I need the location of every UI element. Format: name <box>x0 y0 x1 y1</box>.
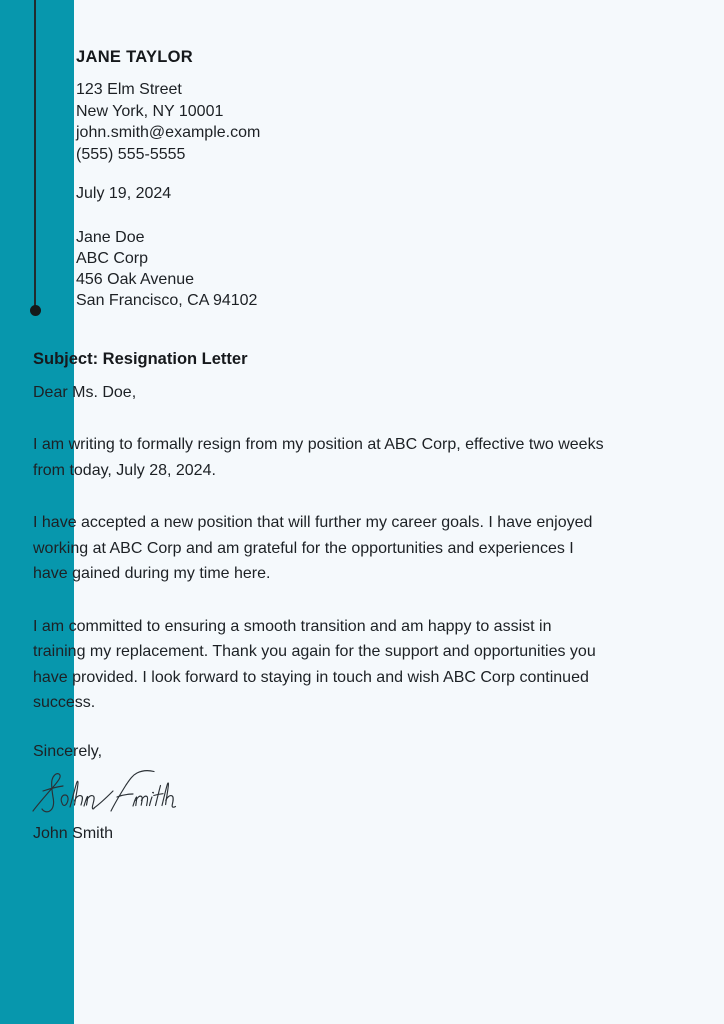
closing-line: Sincerely, <box>33 742 103 760</box>
recipient-street: 456 Oak Avenue <box>76 271 195 288</box>
sender-name: JANE TAYLOR <box>76 48 193 66</box>
recipient-block <box>76 227 506 311</box>
vertical-rule <box>34 0 36 311</box>
recipient-company: ABC Corp <box>76 250 149 267</box>
signature-icon <box>29 767 179 819</box>
sender-phone: (555) 555-5555 <box>76 145 186 163</box>
sender-block <box>76 48 546 165</box>
vertical-rule-dot-icon <box>30 305 41 316</box>
recipient-city-state-zip: San Francisco, CA 94102 <box>76 292 258 309</box>
sender-address-line: New York, NY 10001 <box>76 102 224 120</box>
signer-name: John Smith <box>33 824 114 842</box>
body-paragraph: I have accepted a new position that will further my career goals. I have enjoyed working at ABC Corp and am grateful for the opportunities and experiences I have gained during my time here. <box>33 514 593 582</box>
letter-body <box>33 350 605 843</box>
body-paragraph: I am writing to formally resign from my position at ABC Corp, effective two weeks from today, July 28, 2024. <box>33 436 604 479</box>
salutation: Dear Ms. Doe, <box>33 384 137 401</box>
recipient-name: Jane Doe <box>76 229 145 246</box>
subject-line: Subject: Resignation Letter <box>33 350 248 368</box>
letter-date: July 19, 2024 <box>76 185 172 202</box>
sender-email: john.smith@example.com <box>76 124 261 141</box>
sender-address-line: 123 Elm Street <box>76 81 182 98</box>
body-paragraph: I am committed to ensuring a smooth transition and am happy to assist in training my replacement. Thank you again for the support and opportunities you have provided. I look forward to staying in touch and wish ABC Corp continued success. <box>33 617 596 711</box>
